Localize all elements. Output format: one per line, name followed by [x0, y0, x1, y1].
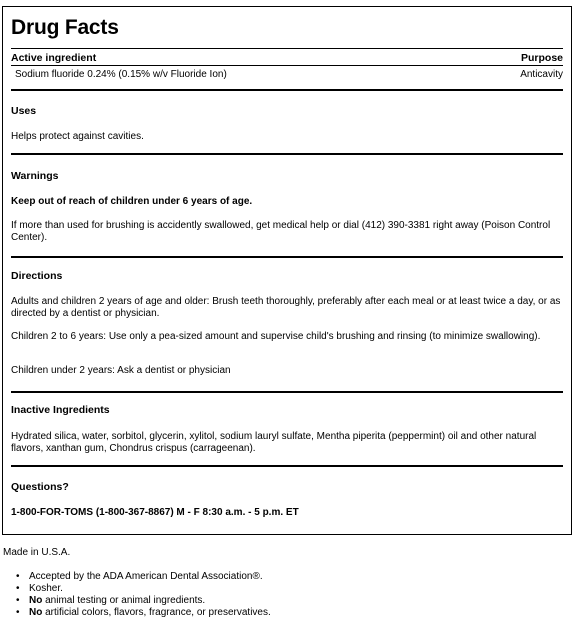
directions-item: Adults and children 2 years of age and older: Brush teeth thoroughly, preferably after each meal or at least twice a day, or as directed by a dentist or physician.	[11, 296, 561, 319]
list-item: • No animal testing or animal ingredients.	[14, 595, 271, 607]
questions-phone-text: 1-800-FOR-TOMS (1-800-367-8867) M - F 8:30 a.m. - 5 p.m. ET	[11, 507, 299, 518]
active-ingredient-label: Active ingredient	[11, 52, 97, 64]
directions-heading: Directions	[11, 270, 63, 282]
list-item: • Kosher.	[14, 583, 271, 595]
purpose-value: Anticavity	[520, 69, 563, 80]
drug-facts-title: Drug Facts	[11, 16, 119, 39]
uses-text: Helps protect against cavities.	[11, 131, 144, 142]
questions-divider	[11, 465, 563, 467]
active-ingredient-rule	[11, 65, 563, 66]
directions-item: Children 2 to 6 years: Use only a pea-sized amount and supervise child's brushing and rinsing (to minimize swallowing).	[11, 331, 541, 342]
warnings-text: If more than used for brushing is accidently swallowed, get medical help or dial (412) 390-3381 right away (Poison Control Center).	[11, 220, 551, 243]
warnings-heading: Warnings	[11, 170, 59, 182]
made-in-text: Made in U.S.A.	[3, 547, 71, 558]
inactive-text: Hydrated silica, water, sorbitol, glycerin, xylitol, sodium lauryl sulfate, Mentha piperita (peppermint) oil and other natural flavors, xanthan gum, Chondrus crispus (carrageenan).	[11, 431, 537, 454]
inactive-heading: Inactive Ingredients	[11, 404, 110, 416]
drug-facts-panel	[2, 6, 572, 535]
uses-heading: Uses	[11, 105, 37, 117]
questions-heading: Questions?	[11, 481, 69, 493]
purpose-label: Purpose	[520, 52, 563, 64]
list-item: • No artificial colors, flavors, fragrance, or preservatives.	[14, 607, 271, 619]
uses-divider	[11, 89, 563, 91]
title-rule	[11, 48, 563, 49]
active-ingredient-row	[15, 69, 563, 80]
inactive-divider	[11, 391, 563, 393]
active-ingredient-value: Sodium fluoride 0.24% (0.15% w/v Fluoride Ion)	[15, 69, 227, 80]
warnings-keep-out-text: Keep out of reach of children under 6 years of age.	[11, 196, 253, 207]
directions-item: Children under 2 years: Ask a dentist or physician	[11, 365, 231, 376]
active-ingredient-header	[11, 52, 563, 64]
directions-divider	[11, 256, 563, 258]
feature-list	[14, 571, 271, 619]
list-item: • Accepted by the ADA American Dental Association®.	[14, 571, 271, 583]
warnings-divider	[11, 153, 563, 155]
